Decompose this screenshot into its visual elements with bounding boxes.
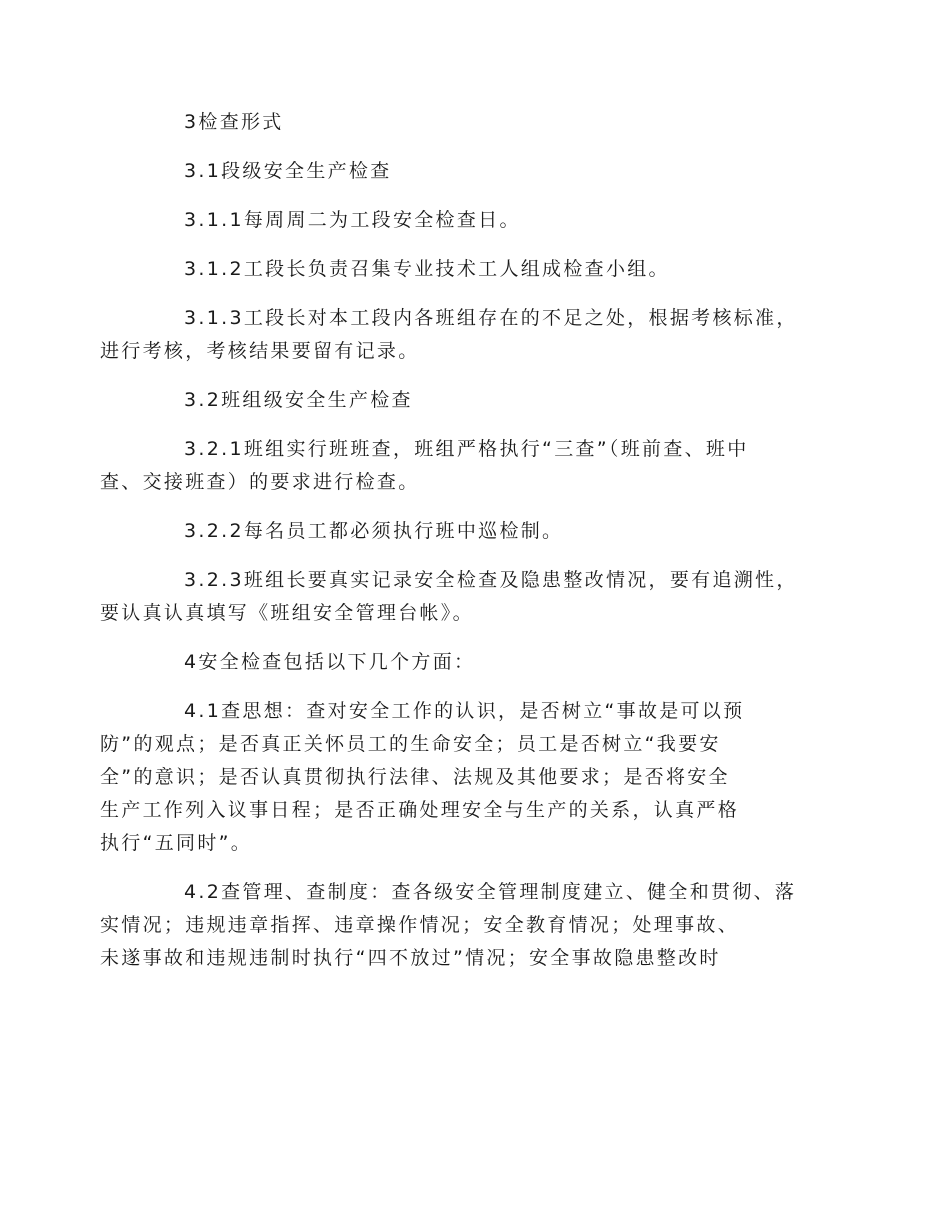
text-line: 全”的意识；是否认真贯彻执行法律、法规及其他要求；是否将安全 [100,766,730,788]
text-line: 4.1查思想：查对安全工作的认识，是否树立“事故是可以预 [184,700,745,722]
text-line: 查、交接班查）的要求进行检查。 [100,471,420,493]
paragraph-3-2-2 [142,515,810,548]
text-line: 未遂事故和违规违制时执行“四不放过”情况；安全事故隐患整改时 [100,947,721,969]
text-line: 实情况；违规违章指挥、违章操作情况；安全教育情况；处理事故、 [100,914,740,936]
paragraph-4-2 [100,876,810,975]
paragraph-3 [142,106,810,139]
text-line: 防”的观点；是否真正关怀员工的生命安全；员工是否树立“我要安 [100,733,721,755]
text-line: 要认真认真填写《班组安全管理台帐》。 [100,602,474,624]
paragraph-3-1-3 [100,302,810,368]
paragraph-4 [142,646,810,679]
paragraph-3-1-2 [142,253,810,286]
paragraph-3-1-1 [142,204,810,237]
text-line: 3.2.1班组实行班班查，班组严格执行“三查”（班前查、班中 [184,438,749,460]
text-line: 3.1.1每周周二为工段安全检查日。 [184,209,521,231]
text-line: 3.1段级安全生产检查 [184,160,392,182]
text-line: 3.1.2工段长负责召集专业技术工人组成检查小组。 [184,258,670,280]
text-line: 3.2.3班组长要真实记录安全检查及隐患整改情况，要有追溯性， [184,569,798,591]
text-line: 3.2.2每名员工都必须执行班中巡检制。 [184,520,564,542]
text-line: 进行考核，考核结果要留有记录。 [100,340,420,362]
text-line: 3.2班组级安全生产检查 [184,389,413,411]
paragraph-3-2-3 [100,564,810,630]
text-line: 4.2查管理、查制度：查各级安全管理制度建立、健全和贯彻、落 [184,881,797,903]
text-line: 执行“五同时”。 [100,832,253,854]
text-line: 3.1.3工段长对本工段内各班组存在的不足之处，根据考核标准， [184,307,798,329]
paragraph-3-2 [142,384,810,417]
text-line: 3检查形式 [184,111,284,133]
paragraph-4-1 [100,695,810,860]
text-line: 生产工作列入议事日程；是否正确处理安全与生产的关系，认真严格 [100,799,740,821]
document-body [100,106,810,991]
text-line: 4安全检查包括以下几个方面： [184,651,476,673]
paragraph-3-2-1 [100,433,810,499]
paragraph-3-1 [142,155,810,188]
